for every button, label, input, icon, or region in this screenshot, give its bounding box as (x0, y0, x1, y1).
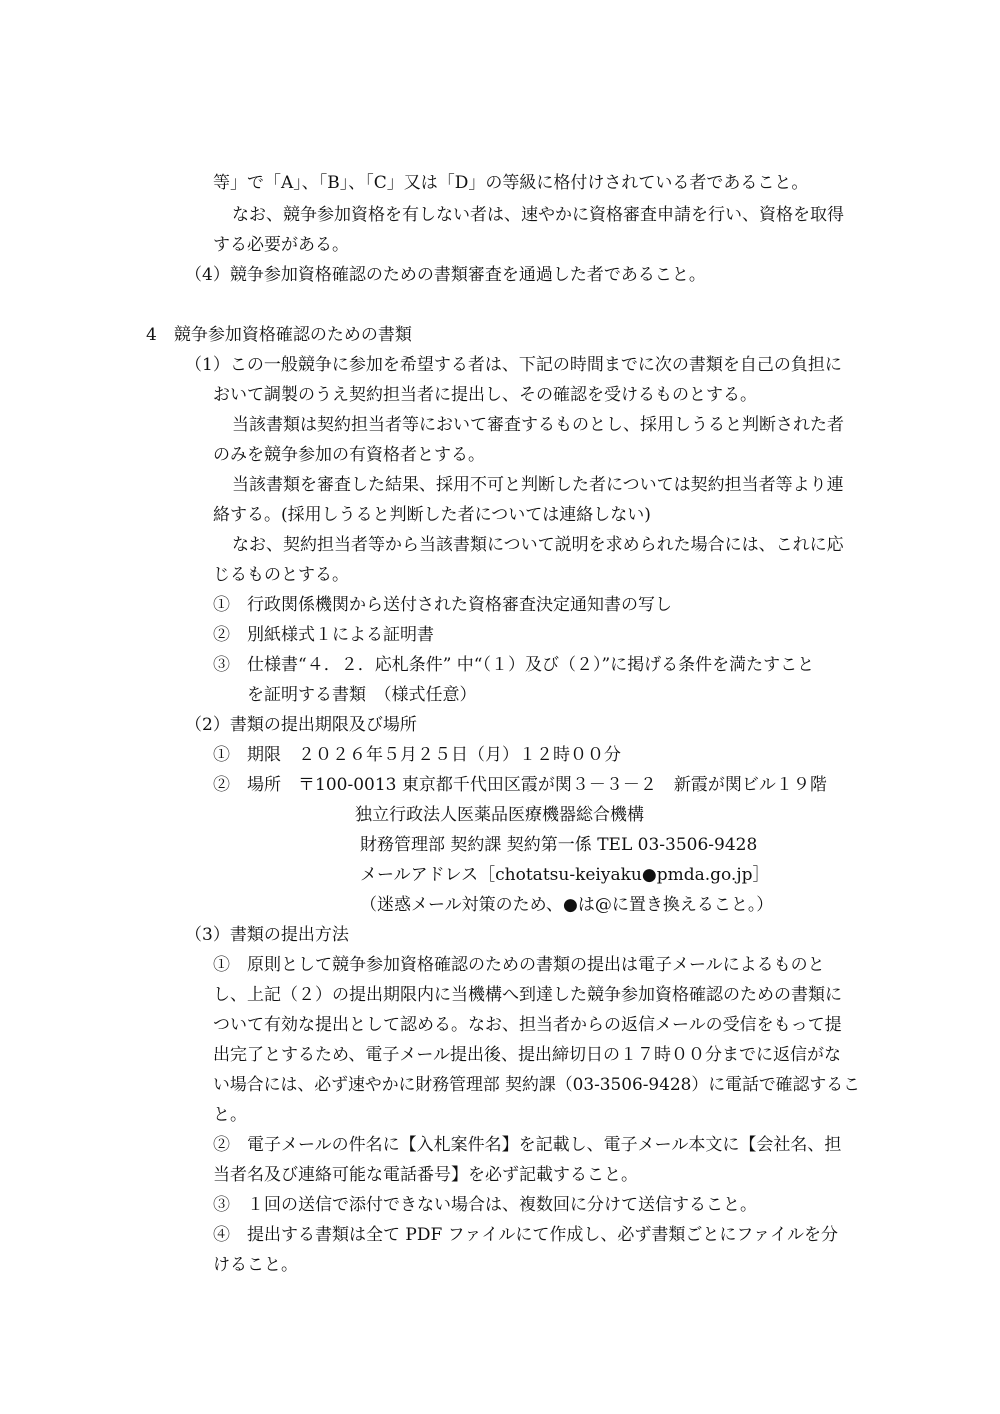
text-line: 当該書類は契約担当者等において審査するものとし、採用しうると判断された者 (232, 415, 844, 435)
text-line: （迷惑メール対策のため、●は@に置き換えること。） (360, 895, 774, 915)
text-line: なお、契約担当者等から当該書類について説明を求められた場合には、これに応 (232, 535, 844, 555)
subsection-heading: （2）書類の提出期限及び場所 (185, 715, 417, 735)
text-line: けること。 (213, 1255, 298, 1275)
text-line: じるものとする。 (213, 565, 349, 585)
text-line: 当該書類を審査した結果、採用不可と判断した者については契約担当者等より連 (232, 475, 844, 495)
list-item: ③ １回の送信で添付できない場合は、複数回に分けて送信すること。 (213, 1195, 757, 1215)
text-line: し、上記（２）の提出期限内に当機構へ到達した競争参加資格確認のための書類に (213, 985, 842, 1005)
list-item: ① 原則として競争参加資格確認のための書類の提出は電子メールによるものと (213, 955, 825, 975)
list-item: ① 行政関係機関から送付された資格審査決定通知書の写し (213, 595, 672, 615)
text-line: 等」で「A」、「B」、「C」又は「D」の等級に格付けされている者であること。 (213, 173, 809, 193)
text-line: い場合には、必ず速やかに財務管理部 契約課（03-3506-9428）に電話で確認するこ (213, 1075, 861, 1095)
text-line: のみを競争参加の有資格者とする。 (213, 445, 485, 465)
text-line: （4）競争参加資格確認のための書類審査を通過した者であること。 (185, 265, 706, 285)
text-line: （1）この一般競争に参加を希望する者は、下記の時間までに次の書類を自己の負担に (185, 355, 842, 375)
text-line: を証明する書類 （様式任意） (247, 685, 477, 705)
list-item: ① 期限 ２０２６年５月２５日（月）１２時００分 (213, 745, 621, 765)
list-item: ④ 提出する書類は全て PDF ファイルにて作成し、必ず書類ごとにファイルを分 (213, 1225, 838, 1245)
list-item: ② 場所 〒100-0013 東京都千代田区霞が関３－３－２ 新霞が関ビル１９階 (213, 775, 827, 795)
list-item: ② 電子メールの件名に【入札案件名】を記載し、電子メール本文に【会社名、担 (213, 1135, 842, 1155)
text-line: と。 (213, 1105, 247, 1125)
section-heading: 4 競争参加資格確認のための書類 (146, 325, 412, 345)
text-line: ついて有効な提出として認める。なお、担当者からの返信メールの受信をもって提 (213, 1015, 842, 1035)
text-line: する必要がある。 (213, 235, 349, 255)
list-item: ③ 仕様書“４．２．応札条件” 中“（１）及び（２）”に掲げる条件を満たすこと (213, 655, 815, 675)
text-line: なお、競争参加資格を有しない者は、速やかに資格審査申請を行い、資格を取得 (232, 205, 844, 225)
text-line: おいて調製のうえ契約担当者に提出し、その確認を受けるものとする。 (213, 385, 757, 405)
text-line: メールアドレス［chotatsu-keiyaku●pmda.go.jp］ (360, 865, 770, 885)
text-line: 財務管理部 契約課 契約第一係 TEL 03-3506-9428 (360, 835, 758, 855)
text-line: 絡する。(採用しうると判断した者については連絡しない) (213, 505, 651, 525)
text-line: 当者名及び連絡可能な電話番号】を必ず記載すること。 (213, 1165, 638, 1185)
text-line: 独立行政法人医薬品医療機器総合機構 (355, 805, 644, 825)
text-line: 出完了とするため、電子メール提出後、提出締切日の１７時００分までに返信がな (213, 1045, 841, 1065)
subsection-heading: （3）書類の提出方法 (185, 925, 349, 945)
list-item: ② 別紙様式１による証明書 (213, 625, 434, 645)
